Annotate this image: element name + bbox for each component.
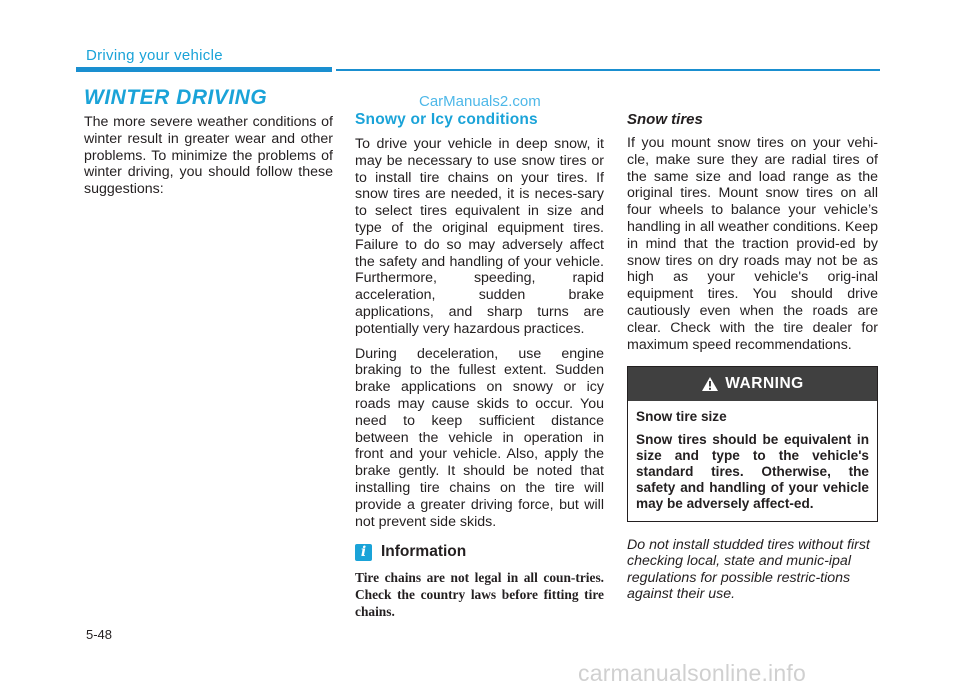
snowy-icy-heading: Snowy or Icy conditions <box>355 111 538 128</box>
page-title: WINTER DRIVING <box>84 86 268 109</box>
column-2 <box>355 111 604 620</box>
information-text: Tire chains are not legal in all coun-tries. Check the country laws before fitting tire chains. <box>355 570 604 620</box>
snowy-paragraph-2: During deceleration, use engine braking to the fullest extent. Sudden brake applications on snowy or icy roads may cause skids to occur. You need to keep sufficient distance between the vehicle in operation in front and your vehicle. Also, apply the brake gently. It should be noted that installing tire chains on the tire will provide a greater driving force, but will not prevent side skids. <box>355 345 604 530</box>
intro-paragraph: The more severe weather conditions of winter result in greater wear and other problems. To minimize the problems of winter driving, you should follow these suggestions: <box>84 114 333 198</box>
snowy-paragraph-1: To drive your vehicle in deep snow, it may be necessary to use snow tires or to install tire chains on your tires. If snow tires are needed, it is neces-sary to select tires equivalent in size and type of the original equipment tires. Failure to do so may adversely affect the safety and handling of your vehicle. Furthermore, speeding, rapid acceleration, sudden brake applications, and sharp turns are potentially very hazardous practices. <box>355 136 604 337</box>
warning-triangle-icon <box>701 376 719 392</box>
snow-tires-heading: Snow tires <box>627 111 703 128</box>
section-label: Driving your vehicle <box>86 47 223 64</box>
warning-body <box>628 401 877 520</box>
warning-label: WARNING <box>725 375 804 393</box>
warning-subtitle: Snow tire size <box>636 409 727 425</box>
information-title: Information <box>381 543 467 561</box>
header-rule-thin <box>336 69 880 71</box>
watermark-bottom: carmanualsonline.info <box>578 660 806 686</box>
studded-tires-note: Do not install studded tires without first checking local, state and munic-ipal regulations for possible restric-tions against their use. <box>627 536 870 603</box>
header-rule-thick <box>76 67 332 72</box>
info-icon: i <box>355 544 372 561</box>
warning-text: Snow tires should be equivalent in size and type to the vehicle's standard tires. Otherwise, the safety and handling of your vehicle may be adversely affect-ed. <box>636 431 869 512</box>
warning-box <box>627 366 878 521</box>
warning-header <box>628 367 877 401</box>
column-3 <box>627 111 878 603</box>
information-heading <box>355 543 604 561</box>
watermark-top: CarManuals2.com <box>419 93 541 110</box>
snow-tires-paragraph: If you mount snow tires on your vehi-cle, make sure they are radial tires of the same size and load range as the original tires. Mount snow tires on all four wheels to balance your vehicle’s handling in all weather conditions. Keep in mind that the traction provid-ed by snow tires on dry roads may not be as high as your vehicle's orig-inal equipment tires. You should drive cautiously even when the roads are clear. Check with the tire dealer for maximum speed recommendations. <box>627 135 878 353</box>
column-1 <box>84 114 333 198</box>
page-number: 5-48 <box>86 627 113 642</box>
